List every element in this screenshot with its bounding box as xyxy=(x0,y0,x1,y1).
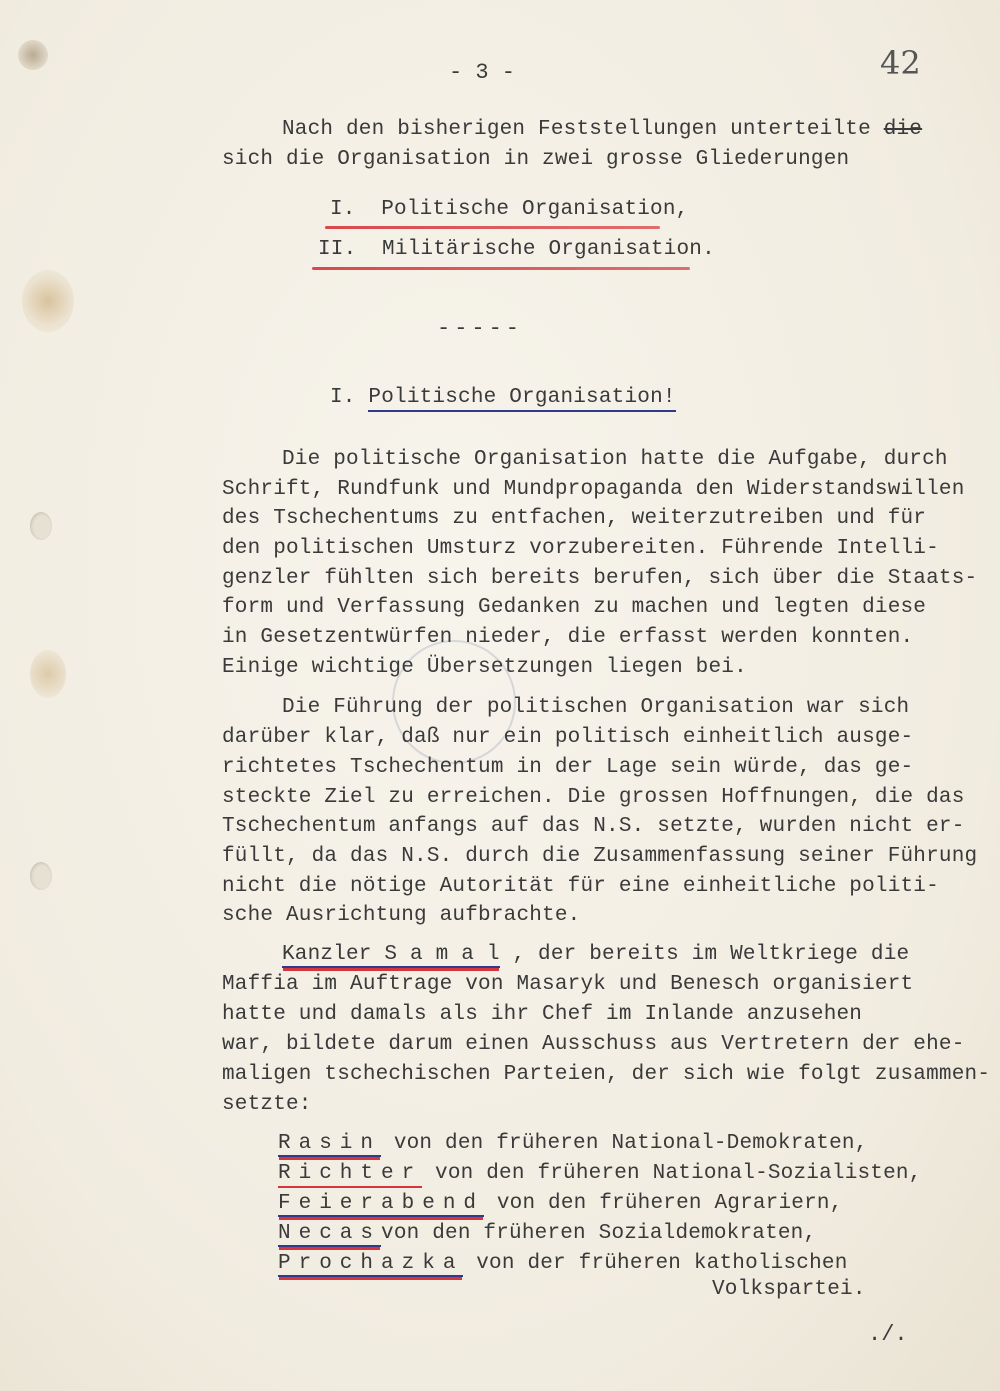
para2-line: richtetes Tschechentum in der Lage sein würde, das ge- xyxy=(222,756,914,779)
member-row xyxy=(278,1132,868,1155)
member-desc: von den früheren Sozialdemokraten, xyxy=(381,1222,817,1245)
para1-line: des Tschechentums zu entfachen, weiterzutreiben und für xyxy=(222,507,927,530)
section-separator: ----- xyxy=(437,316,524,341)
para2-line: Die Führung der politischen Organisation war sich xyxy=(282,696,910,719)
para2-line: darüber klar, daß nur ein politisch einheitlich ausge- xyxy=(222,726,914,749)
para1-line: genzler fühlten sich bereits berufen, sich über die Staats- xyxy=(222,567,978,590)
ink-spot xyxy=(18,40,48,70)
para2-line: Tschechentum anfangs auf das N.S. setzte, wurden nicht er- xyxy=(222,815,965,838)
member-row xyxy=(278,1192,843,1215)
para1-line: den politischen Umsturz vorzubereiten. Führende Intelli- xyxy=(222,537,939,560)
folio-number: 42 xyxy=(880,44,921,82)
para3-line: Maffia im Auftrage von Masaryk und Benesch organisiert xyxy=(222,973,914,996)
para2-line: füllt, da das N.S. durch die Zusammenfassung seiner Führung xyxy=(222,845,978,868)
water-stain xyxy=(30,650,66,698)
para3-text: , der bereits im Weltkriege die xyxy=(499,943,910,966)
member-name: Prochazka xyxy=(278,1252,464,1275)
member-desc: von den früheren National-Demokraten, xyxy=(393,1132,868,1155)
underlined-name: Kanzler S a m a l xyxy=(282,943,500,966)
heading-text: Politische Organisation! xyxy=(368,386,675,412)
member-row xyxy=(278,1162,922,1185)
member-name: Feierabend xyxy=(278,1192,485,1215)
member-name: Richter xyxy=(278,1162,422,1188)
list-number: II. xyxy=(318,238,357,261)
para2-line: steckte Ziel zu erreichen. Die grossen Hoffnungen, die das xyxy=(222,786,965,809)
para1-line: Die politische Organisation hatte die Aufgabe, durch xyxy=(282,448,948,471)
section-heading xyxy=(330,386,676,409)
list-text: Politische Organisation, xyxy=(381,198,689,221)
punch-hole xyxy=(30,512,52,540)
para2-line: nicht die nötige Autorität für eine einheitliche politi- xyxy=(222,875,939,898)
page-number: - 3 - xyxy=(449,60,516,85)
punch-hole xyxy=(30,862,52,890)
member-name: Necas xyxy=(278,1222,382,1245)
list-text: Militärische Organisation. xyxy=(382,238,715,261)
member-name: Rasin xyxy=(278,1132,382,1155)
para1-line: in Gesetzentwürfen nieder, die erfasst werden konnten. xyxy=(222,626,914,649)
member-desc: von den früheren National-Sozialisten, xyxy=(435,1162,922,1185)
intro-line-1 xyxy=(282,118,922,141)
water-stain xyxy=(22,270,74,332)
heading-number: I. xyxy=(330,386,356,409)
continuation-mark: ./. xyxy=(868,1322,908,1347)
member-desc-continued: Volkspartei. xyxy=(712,1278,866,1301)
para1-line: Schrift, Rundfunk und Mundpropaganda den Widerstandswillen xyxy=(222,478,965,501)
list-item-1 xyxy=(330,198,688,221)
red-underline xyxy=(312,267,690,270)
red-underline xyxy=(325,226,660,229)
list-item-2 xyxy=(318,238,715,261)
para3-line: setzte: xyxy=(222,1093,312,1116)
struck-word: die xyxy=(883,118,923,141)
para1-line: form und Verfassung Gedanken zu machen und legten diese xyxy=(222,596,927,619)
para2-line: sche Ausrichtung aufbrachte. xyxy=(222,904,581,927)
member-row xyxy=(278,1222,816,1245)
member-row xyxy=(278,1252,848,1275)
para3-line: war, bildete darum einen Ausschuss aus Vertretern der ehe- xyxy=(222,1033,965,1056)
para3-line: maligen tschechischen Parteien, der sich wie folgt zusammen- xyxy=(222,1063,991,1086)
para1-line: Einige wichtige Übersetzungen liegen bei. xyxy=(222,656,747,679)
intro-text: Nach den bisherigen Feststellungen unterteilte xyxy=(282,118,884,141)
para3-line xyxy=(282,943,909,966)
member-desc: von den früheren Agrariern, xyxy=(496,1192,843,1215)
intro-line-2: sich die Organisation in zwei grosse Gliederungen xyxy=(222,148,850,171)
member-desc: von der früheren katholischen xyxy=(476,1252,848,1275)
para3-line: hatte und damals als ihr Chef im Inlande anzusehen xyxy=(222,1003,863,1026)
list-number: I. xyxy=(330,198,356,221)
